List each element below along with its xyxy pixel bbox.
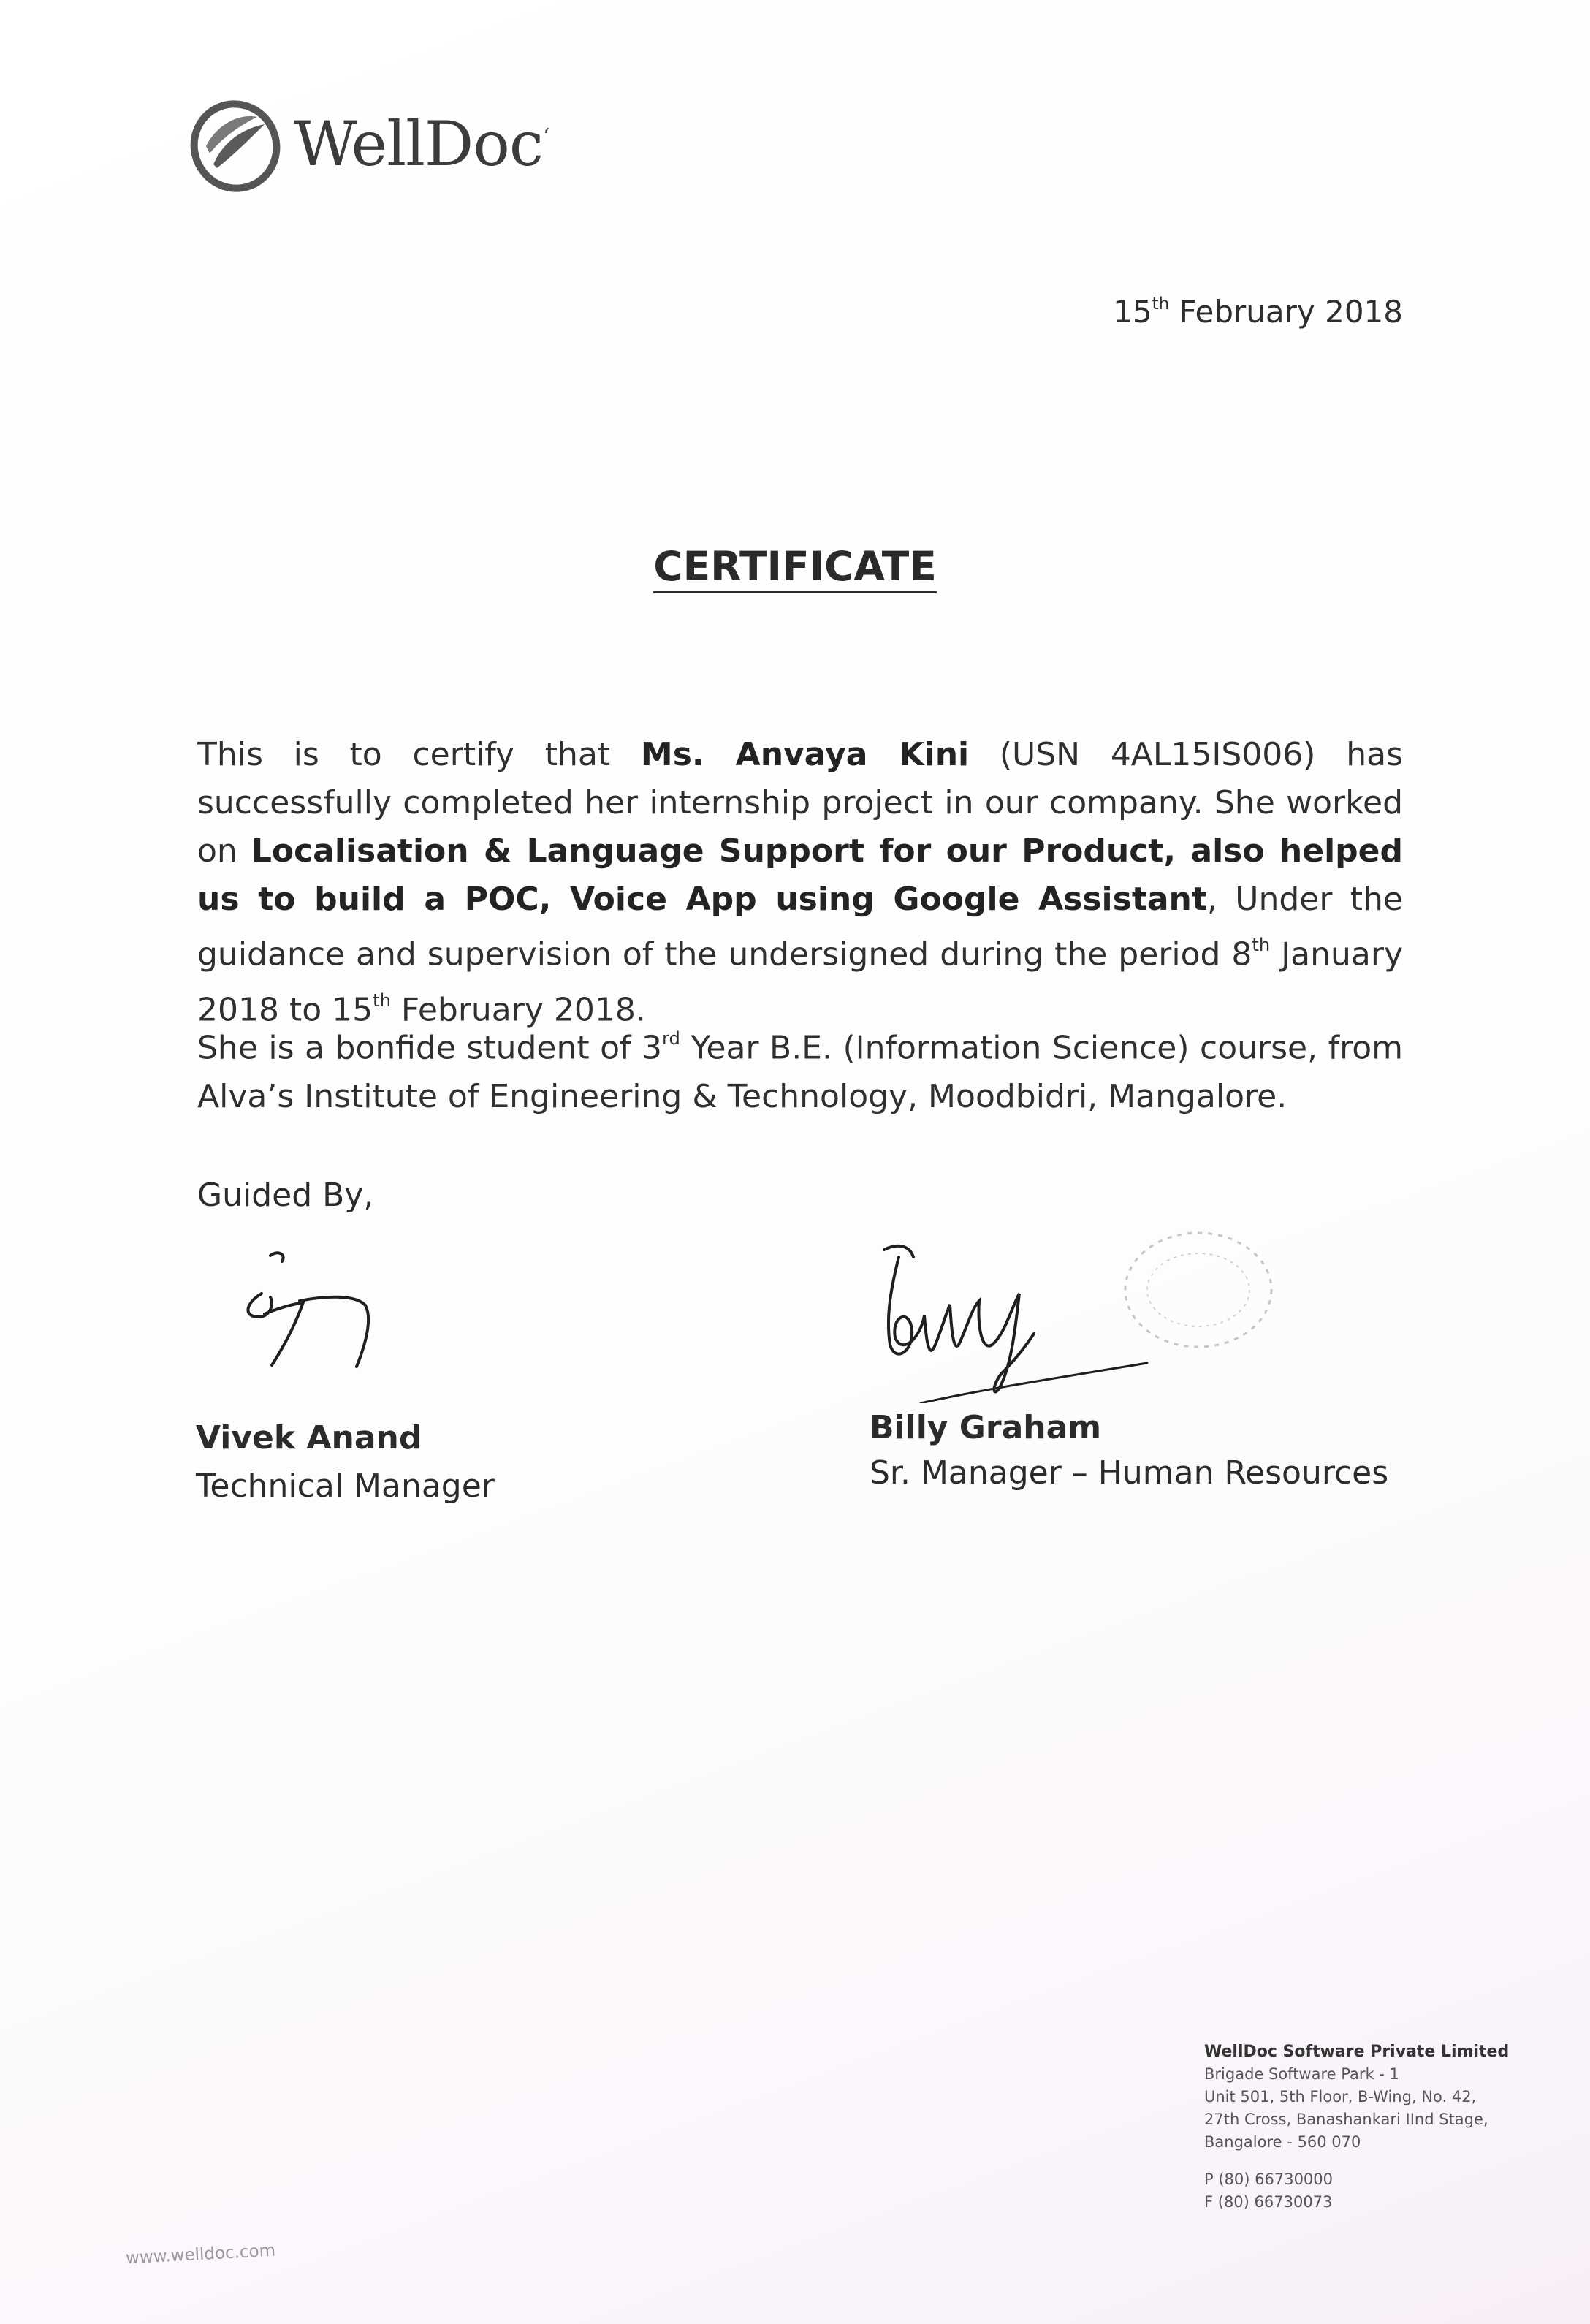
signatory-2-name: Billy Graham — [870, 1409, 1102, 1446]
signatory-1-title: Technical Manager — [196, 1467, 495, 1505]
address-line: Bangalore - 560 070 — [1204, 2133, 1361, 2151]
address-line: 27th Cross, Banashankari IInd Stage, — [1204, 2111, 1488, 2128]
welldoc-logo-mark — [184, 95, 286, 197]
address-line: Unit 501, 5th Floor, B-Wing, No. 42, — [1204, 2088, 1477, 2105]
fax-number: F (80) 66730073 — [1204, 2193, 1333, 2211]
signatory-2-title: Sr. Manager – Human Resources — [870, 1454, 1389, 1492]
company-stamp — [1111, 1220, 1286, 1359]
website-url: www.welldoc.com — [125, 2241, 276, 2268]
address-line: Brigade Software Park - 1 — [1204, 2065, 1399, 2083]
certificate-title: CERTIFICATE — [653, 543, 937, 590]
phone-number: P (80) 66730000 — [1204, 2171, 1334, 2188]
welldoc-logo-text: WellDoc‘ — [294, 108, 549, 180]
letter-date: 15th February 2018 — [1113, 294, 1403, 330]
certificate-paragraph-1: This is to certify that Ms. Anvaya Kini (USN 4AL15IS006) has successfully completed her internship project in our company. She worked on Localisation & Language Support for our Product, also helped us to build a POC, Voice App using Google Assistant, Under the guidance and supervision of the undersigned during the period 8th January 2018 to 15th February 2018. — [197, 736, 1404, 1029]
certificate-paragraph-2: She is a bonfide student of 3rd Year B.E. (Information Science) course, from Alva’s Institute of Engineering & Technology, Moodbidri, Mangalore. — [197, 1028, 1403, 1115]
welldoc-logo — [184, 95, 593, 205]
company-address — [1204, 2040, 1540, 2214]
vivek-anand-signature — [219, 1235, 424, 1389]
signatory-1-name: Vivek Anand — [196, 1419, 422, 1457]
guided-by-label: Guided By, — [197, 1177, 374, 1214]
company-name: WellDoc Software Private Limited — [1204, 2043, 1510, 2061]
